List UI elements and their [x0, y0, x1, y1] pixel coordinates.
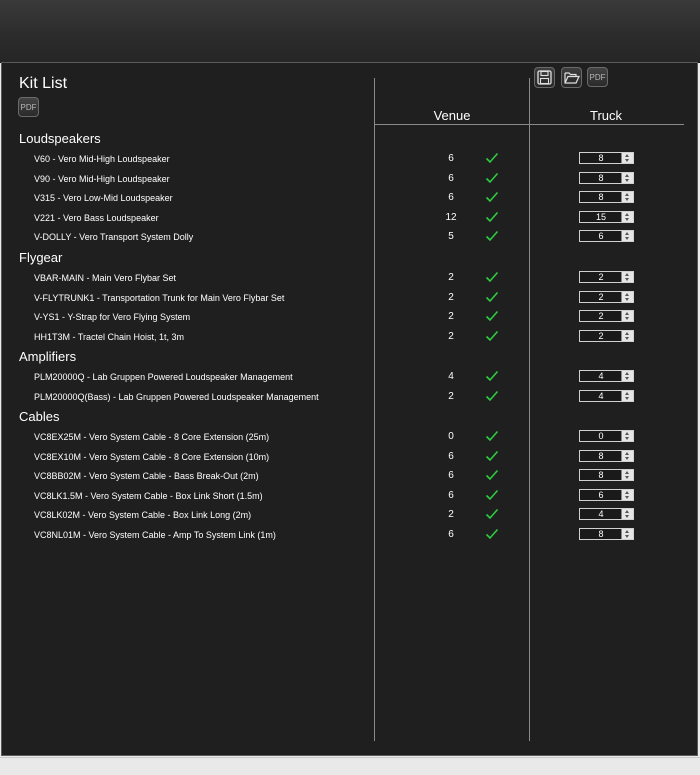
truck-quantity-value[interactable]: 4	[598, 371, 604, 381]
column-header-truck: Truck	[589, 108, 623, 123]
item-label: VC8BB02M - Vero System Cable - Bass Break-Out (2m)	[34, 471, 259, 481]
check-icon	[485, 528, 499, 540]
stepper-up-icon[interactable]	[625, 372, 629, 375]
check-icon	[485, 508, 499, 520]
open-button[interactable]	[561, 67, 582, 88]
truck-quantity-value[interactable]: 15	[595, 212, 606, 222]
stepper-down-icon[interactable]	[625, 476, 629, 479]
item-label: VC8EX25M - Vero System Cable - 8 Core Extension (25m)	[34, 432, 270, 442]
item-label: HH1T3M - Tractel Chain Hoist, 1t, 3m	[34, 332, 185, 342]
category-heading: Cables	[19, 409, 60, 424]
venue-quantity: 6	[448, 529, 454, 540]
check-icon	[485, 310, 499, 322]
stepper-down-icon[interactable]	[625, 298, 629, 301]
venue-quantity: 2	[448, 331, 454, 342]
check-icon	[485, 450, 499, 462]
check-icon	[485, 291, 499, 303]
column-divider	[529, 78, 530, 741]
stepper-down-icon[interactable]	[625, 496, 629, 499]
category-heading: Amplifiers	[19, 349, 77, 364]
check-icon	[485, 172, 499, 184]
truck-quantity-stepper[interactable]	[579, 291, 634, 303]
stepper-arrows[interactable]	[621, 153, 633, 163]
venue-quantity: 6	[448, 192, 454, 203]
column-header-venue: Venue	[433, 108, 471, 123]
stepper-up-icon[interactable]	[625, 312, 629, 315]
venue-quantity: 12	[445, 212, 457, 223]
venue-quantity: 6	[448, 173, 454, 184]
truck-quantity-stepper[interactable]	[579, 430, 634, 442]
truck-quantity-stepper[interactable]	[579, 152, 634, 164]
check-icon	[485, 430, 499, 442]
venue-quantity: 6	[448, 470, 454, 481]
check-icon	[485, 152, 499, 164]
venue-quantity: 0	[448, 431, 454, 442]
truck-quantity-stepper[interactable]	[579, 450, 634, 462]
truck-quantity-value[interactable]: 2	[598, 331, 604, 341]
stepper-arrows[interactable]	[621, 212, 633, 222]
truck-quantity-stepper[interactable]	[579, 489, 634, 501]
check-icon	[485, 489, 499, 501]
truck-quantity-value[interactable]: 6	[598, 490, 604, 500]
stepper-arrows[interactable]	[621, 451, 633, 461]
truck-quantity-stepper[interactable]	[579, 172, 634, 184]
truck-quantity-value[interactable]: 4	[598, 509, 604, 519]
stepper-up-icon[interactable]	[625, 174, 629, 177]
stepper-arrows[interactable]	[621, 391, 633, 401]
stepper-arrows[interactable]	[621, 371, 633, 381]
stepper-down-icon[interactable]	[625, 278, 629, 281]
item-label: V315 - Vero Low-Mid Loudspeaker	[34, 193, 173, 203]
category-heading: Loudspeakers	[19, 131, 101, 146]
item-label: VC8NL01M - Vero System Cable - Amp To System Link (1m)	[34, 530, 276, 540]
truck-quantity-stepper[interactable]	[579, 211, 634, 223]
stepper-up-icon[interactable]	[625, 213, 629, 216]
venue-quantity: 2	[448, 292, 454, 303]
item-label: V-YS1 - Y-Strap for Vero Flying System	[34, 312, 191, 322]
truck-quantity-stepper[interactable]	[579, 370, 634, 382]
stepper-arrows[interactable]	[621, 529, 633, 539]
stepper-down-icon[interactable]	[625, 377, 629, 380]
stepper-up-icon[interactable]	[625, 293, 629, 296]
venue-quantity: 2	[448, 509, 454, 520]
truck-quantity-value[interactable]: 8	[598, 192, 604, 202]
item-label: PLM20000Q - Lab Gruppen Powered Loudspeaker Management	[34, 372, 293, 382]
truck-quantity-value[interactable]: 8	[598, 153, 604, 163]
stepper-up-icon[interactable]	[625, 193, 629, 196]
truck-quantity-stepper[interactable]	[579, 310, 634, 322]
truck-quantity-value[interactable]: 8	[598, 470, 604, 480]
stepper-up-icon[interactable]	[625, 273, 629, 276]
stepper-arrows[interactable]	[621, 509, 633, 519]
stepper-up-icon[interactable]	[625, 491, 629, 494]
status-strip	[0, 757, 700, 775]
item-label: V221 - Vero Bass Loudspeaker	[34, 213, 159, 223]
stepper-up-icon[interactable]	[625, 510, 629, 513]
export-pdf-top-button[interactable]: PDF	[587, 67, 608, 87]
save-icon	[537, 70, 552, 85]
truck-quantity-stepper[interactable]	[579, 508, 634, 520]
truck-quantity-value[interactable]: 0	[598, 431, 604, 441]
stepper-down-icon[interactable]	[625, 198, 629, 201]
stepper-down-icon[interactable]	[625, 457, 629, 460]
item-label: V-DOLLY - Vero Transport System Dolly	[34, 232, 194, 242]
check-icon	[485, 370, 499, 382]
truck-quantity-stepper[interactable]	[579, 390, 634, 402]
header-underline	[530, 124, 684, 125]
stepper-down-icon[interactable]	[625, 179, 629, 182]
truck-quantity-value[interactable]: 8	[598, 529, 604, 539]
stepper-arrows[interactable]	[621, 231, 633, 241]
venue-quantity: 4	[448, 371, 454, 382]
stepper-down-icon[interactable]	[625, 337, 629, 340]
stepper-arrows[interactable]	[621, 431, 633, 441]
truck-quantity-stepper[interactable]	[579, 469, 634, 481]
stepper-arrows[interactable]	[621, 192, 633, 202]
truck-quantity-stepper[interactable]	[579, 330, 634, 342]
header-underline	[375, 124, 529, 125]
page-title: Kit List	[19, 75, 68, 92]
stepper-up-icon[interactable]	[625, 471, 629, 474]
venue-quantity: 2	[448, 272, 454, 283]
stepper-down-icon[interactable]	[625, 397, 629, 400]
truck-quantity-value[interactable]: 4	[598, 391, 604, 401]
stepper-down-icon[interactable]	[625, 237, 629, 240]
category-heading: Flygear	[19, 250, 63, 265]
venue-quantity: 6	[448, 451, 454, 462]
stepper-down-icon[interactable]	[625, 218, 629, 221]
item-label: V-FLYTRUNK1 - Transportation Trunk for Main Vero Flybar Set	[34, 293, 285, 303]
stepper-up-icon[interactable]	[625, 452, 629, 455]
kit-list-panel	[1, 62, 698, 756]
venue-quantity: 6	[448, 490, 454, 501]
stepper-down-icon[interactable]	[625, 437, 629, 440]
truck-quantity-stepper[interactable]	[579, 191, 634, 203]
check-icon	[485, 271, 499, 283]
item-label: V60 - Vero Mid-High Loudspeaker	[34, 154, 170, 164]
check-icon	[485, 230, 499, 242]
venue-quantity: 6	[448, 153, 454, 164]
stepper-up-icon[interactable]	[625, 530, 629, 533]
column-divider	[374, 78, 375, 741]
item-label: PLM20000Q(Bass) - Lab Gruppen Powered Loudspeaker Management	[34, 392, 319, 402]
export-pdf-button[interactable]: PDF	[18, 97, 39, 117]
stepper-arrows[interactable]	[621, 490, 633, 500]
window-titlebar	[0, 0, 700, 63]
stepper-arrows[interactable]	[621, 173, 633, 183]
truck-quantity-value[interactable]: 2	[598, 272, 604, 282]
venue-quantity: 5	[448, 231, 454, 242]
stepper-arrows[interactable]	[621, 272, 633, 282]
stepper-arrows[interactable]	[621, 311, 633, 321]
stepper-arrows[interactable]	[621, 331, 633, 341]
check-icon	[485, 469, 499, 481]
check-icon	[485, 191, 499, 203]
truck-quantity-value[interactable]: 2	[598, 292, 604, 302]
item-label: VC8LK1.5M - Vero System Cable - Box Link Short (1.5m)	[34, 491, 263, 501]
truck-quantity-value[interactable]: 2	[598, 311, 604, 321]
stepper-down-icon[interactable]	[625, 317, 629, 320]
venue-quantity: 2	[448, 391, 454, 402]
item-label: VC8LK02M - Vero System Cable - Box Link Long (2m)	[34, 510, 252, 520]
truck-quantity-value[interactable]: 8	[598, 451, 604, 461]
folder-open-icon	[564, 70, 580, 85]
stepper-up-icon[interactable]	[625, 232, 629, 235]
stepper-up-icon[interactable]	[625, 432, 629, 435]
save-button[interactable]	[534, 67, 555, 88]
item-label: V90 - Vero Mid-High Loudspeaker	[34, 174, 170, 184]
check-icon	[485, 211, 499, 223]
stepper-up-icon[interactable]	[625, 332, 629, 335]
check-icon	[485, 390, 499, 402]
stepper-down-icon[interactable]	[625, 159, 629, 162]
stepper-up-icon[interactable]	[625, 154, 629, 157]
item-label: VBAR-MAIN - Main Vero Flybar Set	[34, 273, 177, 283]
item-label: VC8EX10M - Vero System Cable - 8 Core Extension (10m)	[34, 452, 270, 462]
stepper-arrows[interactable]	[621, 292, 633, 302]
check-icon	[485, 330, 499, 342]
truck-quantity-value[interactable]: 8	[598, 173, 604, 183]
stepper-down-icon[interactable]	[625, 535, 629, 538]
stepper-up-icon[interactable]	[625, 392, 629, 395]
truck-quantity-stepper[interactable]	[579, 528, 634, 540]
truck-quantity-value[interactable]: 6	[598, 231, 604, 241]
truck-quantity-stepper[interactable]	[579, 230, 634, 242]
stepper-down-icon[interactable]	[625, 515, 629, 518]
truck-quantity-stepper[interactable]	[579, 271, 634, 283]
stepper-arrows[interactable]	[621, 470, 633, 480]
venue-quantity: 2	[448, 311, 454, 322]
